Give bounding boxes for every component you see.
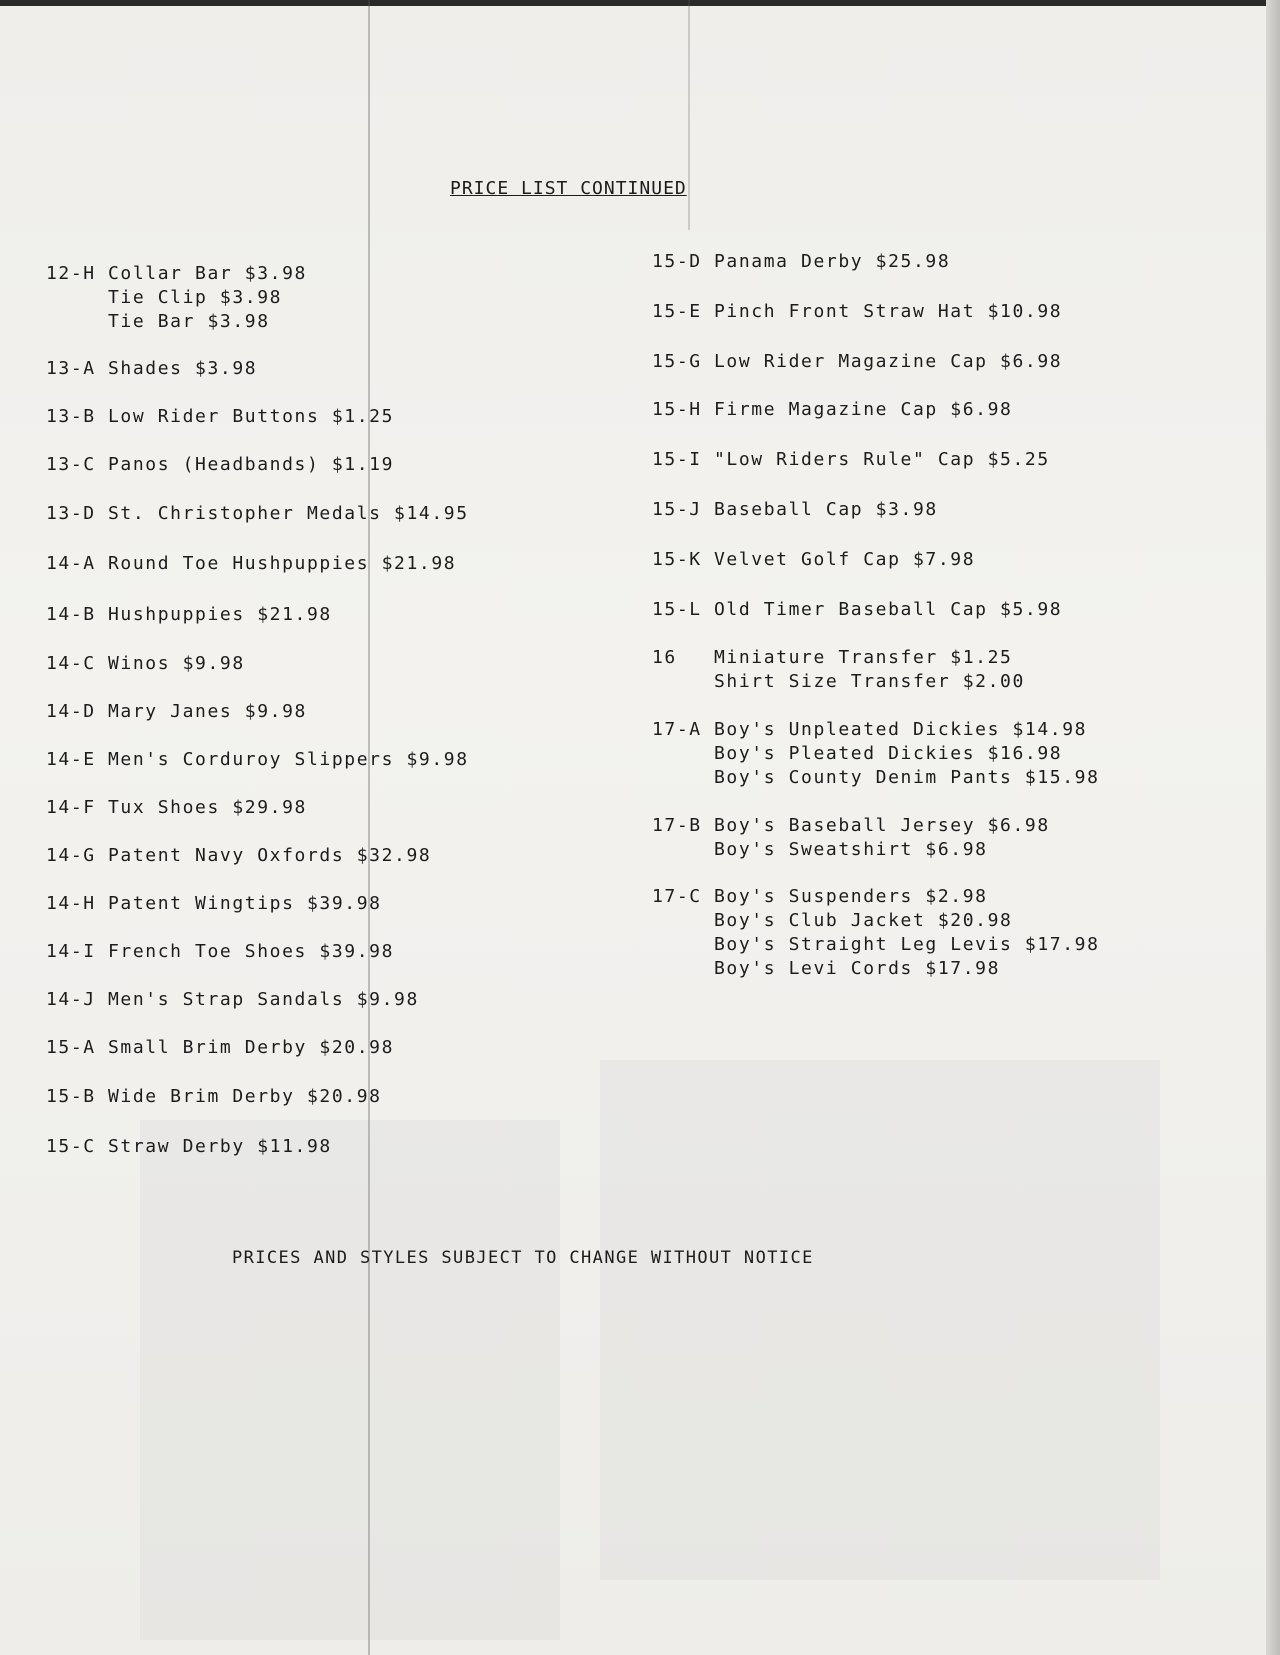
price-entry — [46, 796, 307, 820]
item-description: Straw Derby $11.98 — [108, 1136, 332, 1157]
item-code: 17-A — [652, 719, 702, 740]
price-entry — [46, 1085, 382, 1109]
item-code: 14-D — [46, 701, 96, 722]
price-entry — [652, 350, 1062, 374]
item-code: 14-I — [46, 941, 96, 962]
item-description: Winos $9.98 — [108, 653, 245, 674]
item-description: Low Rider Magazine Cap $6.98 — [714, 351, 1063, 372]
item-description: Wide Brim Derby $20.98 — [108, 1086, 382, 1107]
price-entry — [46, 603, 332, 627]
item-code: 13-D — [46, 503, 96, 524]
item-description: Tux Shoes $29.98 — [108, 797, 307, 818]
item-description: Panos (Headbands) $1.19 — [108, 454, 395, 475]
item-description: Collar Bar $3.98 — [108, 263, 307, 284]
price-entry — [652, 300, 1062, 324]
item-description: Boy's Sweatshirt $6.98 — [714, 839, 988, 860]
item-description: Boy's Baseball Jersey $6.98 — [714, 815, 1050, 836]
item-description: Panama Derby $25.98 — [714, 251, 951, 272]
price-entry — [46, 700, 307, 724]
page-right-edge — [1266, 0, 1280, 1655]
bleed-through-area — [600, 1060, 1160, 1580]
price-entry — [46, 844, 431, 868]
price-entry — [652, 718, 1100, 790]
item-description: Boy's Club Jacket $20.98 — [714, 910, 1013, 931]
price-entry — [46, 453, 394, 477]
item-code: 14-G — [46, 845, 96, 866]
item-code: 13-A — [46, 358, 96, 379]
price-entry — [46, 262, 307, 334]
item-description: Boy's Pleated Dickies $16.98 — [714, 743, 1063, 764]
item-code: 14-C — [46, 653, 96, 674]
item-description: "Low Riders Rule" Cap $5.25 — [714, 449, 1050, 470]
item-code: 14-J — [46, 989, 96, 1010]
item-code: 17-B — [652, 815, 702, 836]
price-notice: PRICES AND STYLES SUBJECT TO CHANGE WITHOUT NOTICE — [232, 1248, 814, 1268]
item-description: Shirt Size Transfer $2.00 — [714, 671, 1025, 692]
price-entry — [652, 598, 1062, 622]
item-description: Boy's Straight Leg Levis $17.98 — [714, 934, 1100, 955]
price-entry — [46, 892, 382, 916]
item-description: Men's Strap Sandals $9.98 — [108, 989, 419, 1010]
item-description: French Toe Shoes $39.98 — [108, 941, 395, 962]
item-description: Mary Janes $9.98 — [108, 701, 307, 722]
item-description: Velvet Golf Cap $7.98 — [714, 549, 976, 570]
item-description: Hushpuppies $21.98 — [108, 604, 332, 625]
price-entry — [46, 552, 456, 576]
item-code: 14-F — [46, 797, 96, 818]
item-description: Patent Wingtips $39.98 — [108, 893, 382, 914]
page-title: PRICE LIST CONTINUED — [450, 178, 687, 199]
item-code: 13-C — [46, 454, 96, 475]
price-entry — [652, 448, 1050, 472]
item-description: Firme Magazine Cap $6.98 — [714, 399, 1013, 420]
price-entry — [46, 1036, 394, 1060]
item-code: 14-E — [46, 749, 96, 770]
price-entry — [46, 357, 257, 381]
price-entry — [46, 988, 419, 1012]
price-entry — [652, 548, 975, 572]
item-code: 14-A — [46, 553, 96, 574]
item-code: 12-H — [46, 263, 96, 284]
item-description: Pinch Front Straw Hat $10.98 — [714, 301, 1063, 322]
price-entry — [46, 502, 469, 526]
item-code: 16 — [652, 647, 677, 668]
item-code: 14-H — [46, 893, 96, 914]
item-description: Shades $3.98 — [108, 358, 258, 379]
price-entry — [46, 940, 394, 964]
price-entry — [652, 398, 1013, 422]
price-entry — [652, 885, 1100, 981]
item-code: 15-E — [652, 301, 702, 322]
price-entry — [652, 814, 1050, 862]
item-description: Low Rider Buttons $1.25 — [108, 406, 395, 427]
price-entry — [46, 405, 394, 429]
item-code: 17-C — [652, 886, 702, 907]
item-description: Round Toe Hushpuppies $21.98 — [108, 553, 457, 574]
item-description: Miniature Transfer $1.25 — [714, 647, 1013, 668]
price-entry — [46, 748, 469, 772]
item-code: 15-B — [46, 1086, 96, 1107]
price-entry — [652, 646, 1025, 694]
item-description: Boy's Levi Cords $17.98 — [714, 958, 1001, 979]
item-code: 15-D — [652, 251, 702, 272]
item-code: 15-A — [46, 1037, 96, 1058]
item-description: Boy's Suspenders $2.98 — [714, 886, 988, 907]
price-entry — [652, 250, 950, 274]
item-code: 15-G — [652, 351, 702, 372]
bleed-through-area — [140, 1120, 560, 1640]
item-description: Men's Corduroy Slippers $9.98 — [108, 749, 469, 770]
item-code: 15-K — [652, 549, 702, 570]
fold-line-secondary — [688, 0, 690, 230]
item-description: Old Timer Baseball Cap $5.98 — [714, 599, 1063, 620]
item-code: 15-C — [46, 1136, 96, 1157]
item-code: 15-J — [652, 499, 702, 520]
item-description: Boy's Unpleated Dickies $14.98 — [714, 719, 1088, 740]
page-top-edge — [0, 0, 1280, 6]
item-code: 14-B — [46, 604, 96, 625]
price-entry — [652, 498, 938, 522]
item-description: Boy's County Denim Pants $15.98 — [714, 767, 1100, 788]
item-code: 13-B — [46, 406, 96, 427]
item-code: 15-H — [652, 399, 702, 420]
price-entry — [46, 1135, 332, 1159]
item-description: St. Christopher Medals $14.95 — [108, 503, 469, 524]
item-description: Tie Bar $3.98 — [108, 311, 270, 332]
item-description: Small Brim Derby $20.98 — [108, 1037, 395, 1058]
item-description: Patent Navy Oxfords $32.98 — [108, 845, 432, 866]
item-description: Tie Clip $3.98 — [108, 287, 283, 308]
item-description: Baseball Cap $3.98 — [714, 499, 938, 520]
price-entry — [46, 652, 245, 676]
item-code: 15-I — [652, 449, 702, 470]
item-code: 15-L — [652, 599, 702, 620]
